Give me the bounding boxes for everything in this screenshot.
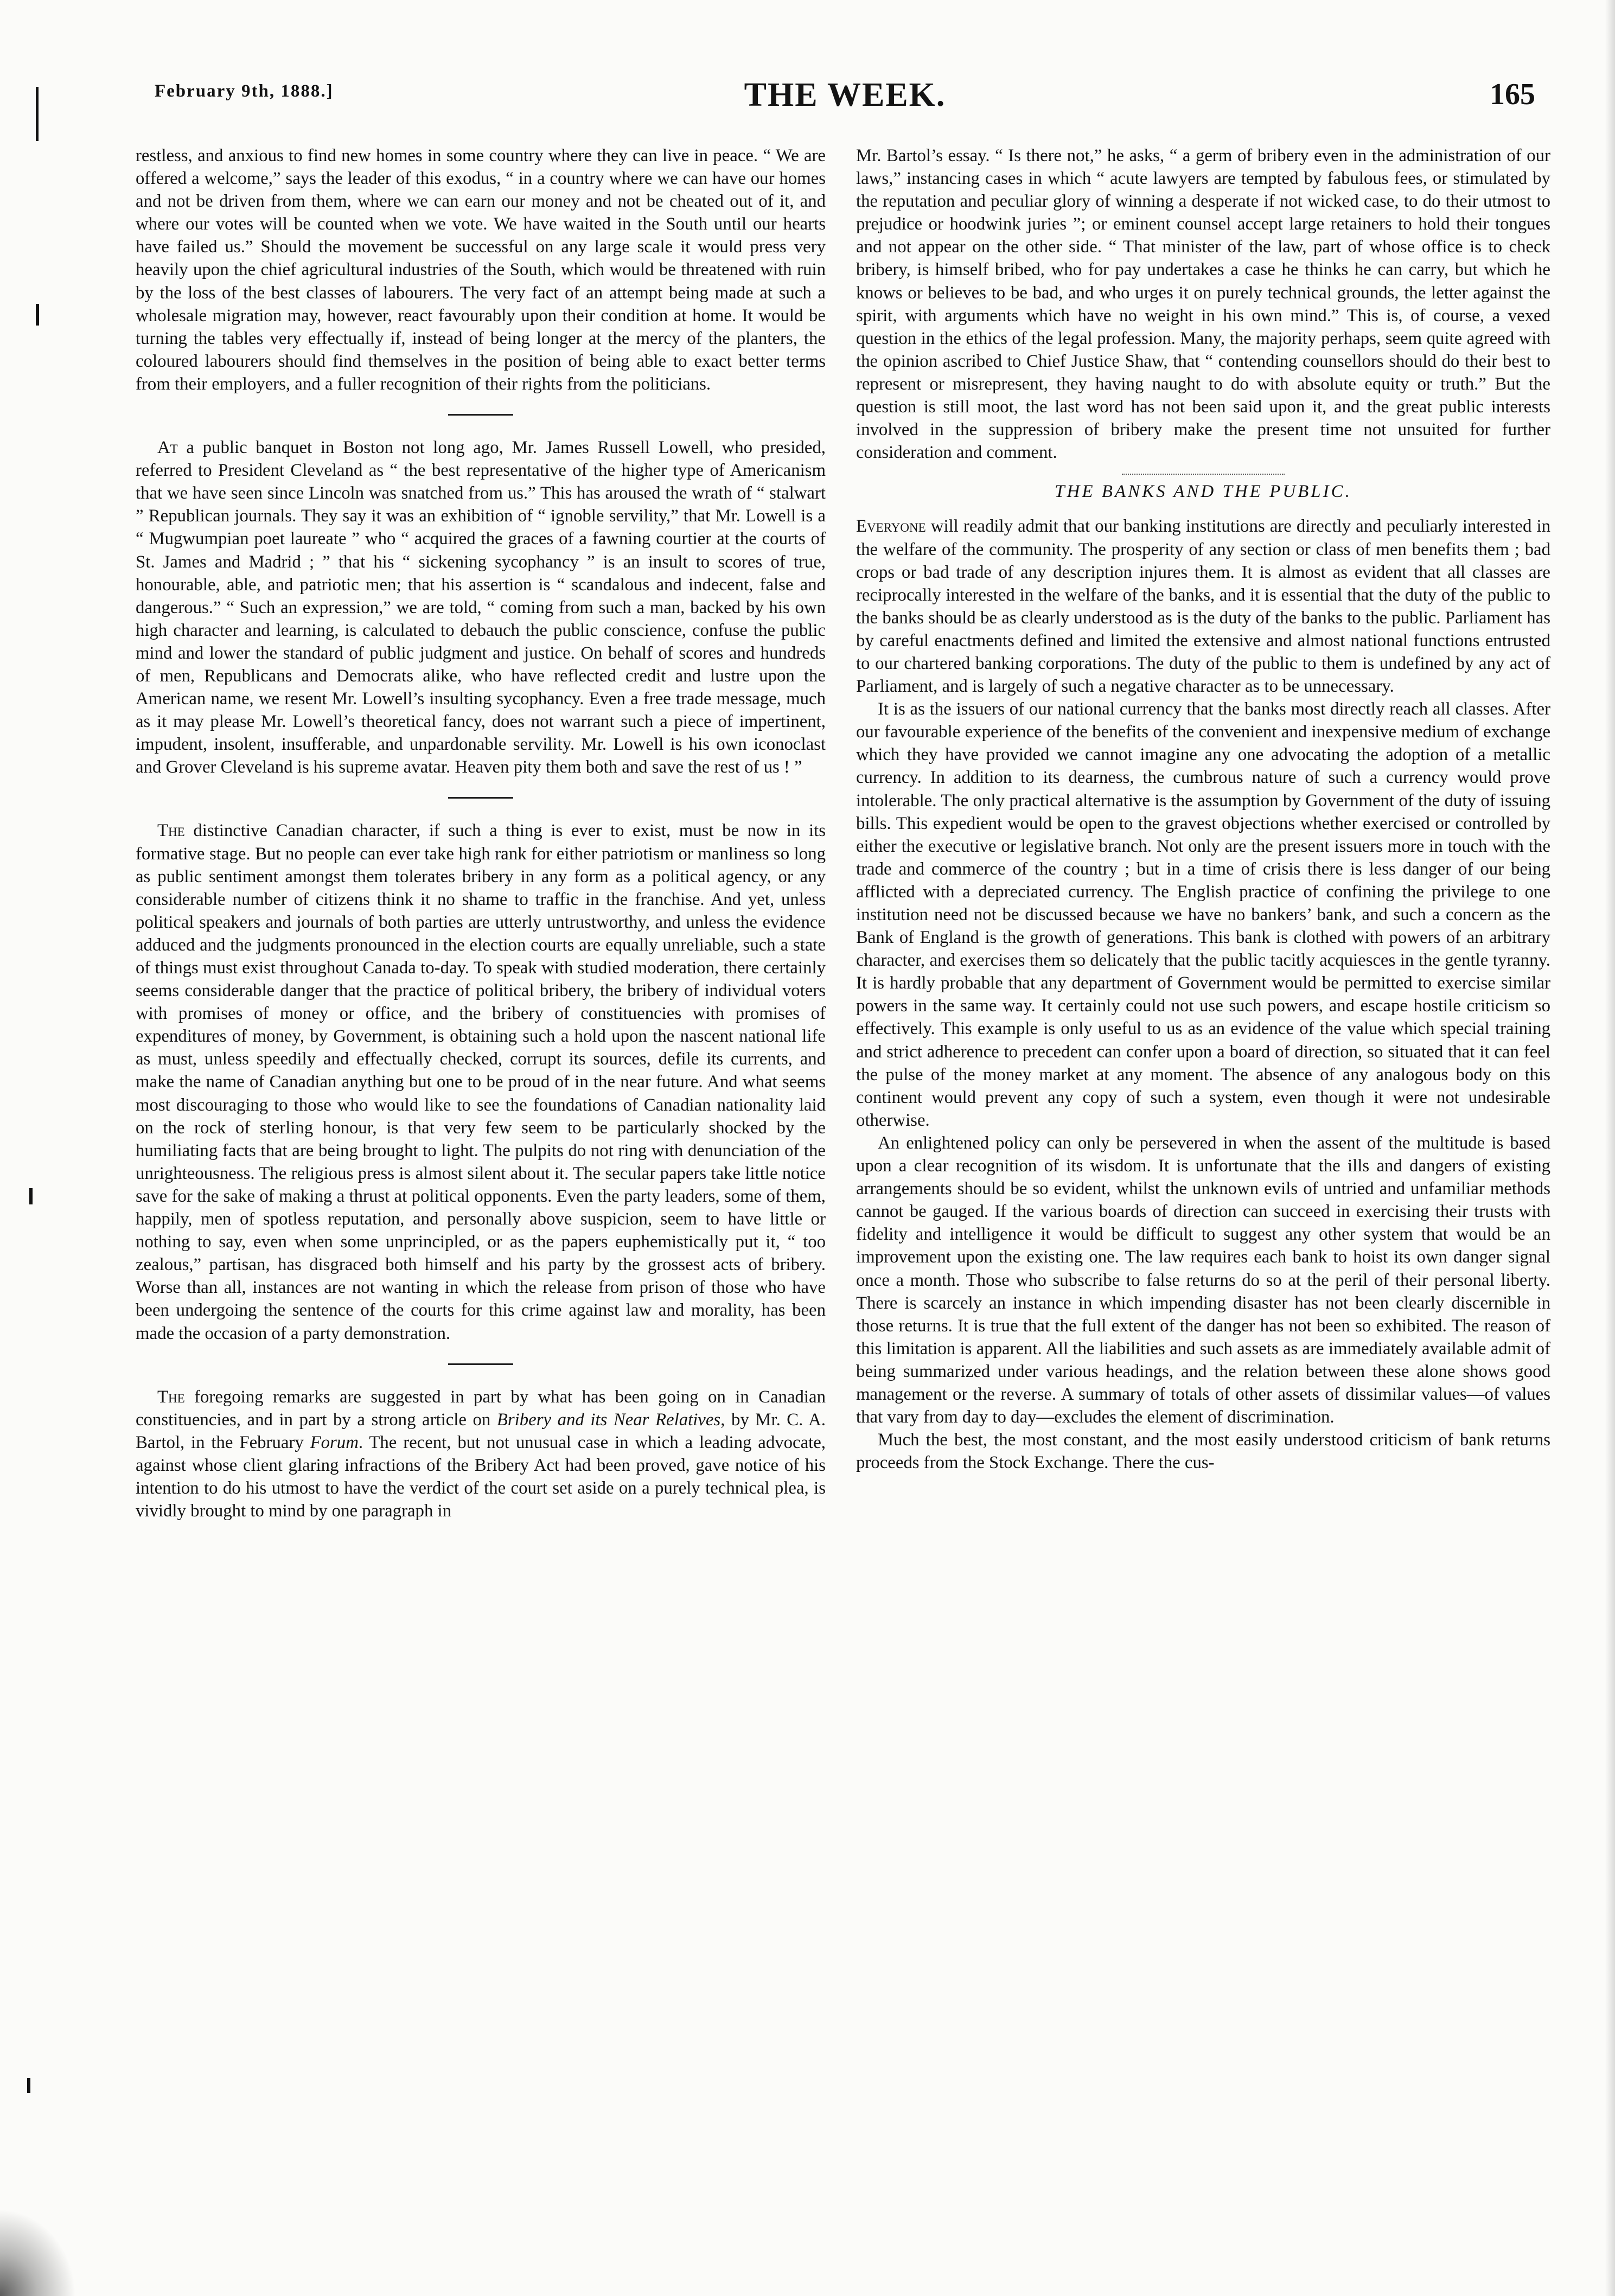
paragraph-lead: Everyone (856, 516, 926, 537)
paragraph-text: distinctive Canadian character, if such a thing is ever to exist, must be now in its formative stage. But no people can ever take high rank for either patriotism or manliness so long as public sentiment amongst them tolerates bribery in any form as a political agency, or any considerable number of citizens think it no shame to traffic in the franchise. And yet, unless political speakers and journals of both parties are utterly untrustworthy, and unless the evidence adduced and the judgments pronounced in the election courts are equally unreliable, such a state of things must exist throughout Canada to-day. To speak with studied moderation, there certainly seems considerable danger that the practice of political bribery, the bribery of individual voters with promises of money or office, and the bribery of constituencies with promises of expenditures of money, by Government, is obtaining such a hold upon the nascent national life as must, unless speedily and effectually checked, corrupt its sources, defile its currents, and make the name of Canadian anything but one to be proud of in the near future. And what seems most discouraging to those who would like to see the foundations of Canadian nationality laid on the rock of sterling honour, is that very few seem to be particularly shocked by the humiliating facts that are being brought to light. The pulpits do not ring with denunciation of the unrighteousness. The religious press is almost silent about it. The secular papers take little notice save for the sake of making a thrust at political opponents. Even the party leaders, some of them, happily, men of spotless reputation, and personally above suspicion, seem to have little or nothing to say, even when some unprincipled, or as the papers euphemistically put it, “ too zealous,” partisan, has disgraced both himself and his party by the grossest acts of bribery. Worse than all, instances are not wanting in which the release from prison of those who have been undergoing the sentence of the courts for this crime against law and morality, has been made the occasion of a party demonstration. (136, 821, 826, 1343)
article-title: Bribery and its Near Relatives (496, 1410, 721, 1430)
paragraph-text: , by Mr. C. A. Bartol, in the February (136, 1410, 826, 1452)
margin-mark (36, 304, 39, 326)
margin-mark (36, 87, 39, 141)
paragraph-text: will readily admit that our banking institutions are directly and peculiarly interested in the welfare of the community. The prosperity of any section or class of men benefits them ; bad crops or bad trade of any description injures them. It is almost as evident that all classes are reciprocally interested in the welfare of the banks, and it is essential that the duty of the public to the banks should be as clearly understood as is the duty of the banks to the public. Parliament has by careful enactments defined and limited the extensive and almost national functions entrusted to our chartered banking corporations. The duty of the public to them is undefined by any act of Parliament, and is largely of such a negative character as to be unnecessary. (856, 516, 1550, 697)
page-number: 165 (1490, 78, 1535, 111)
margin-mark (27, 2078, 30, 2093)
page-header (155, 76, 1535, 125)
paragraph-currency: It is as the issuers of our national currency that the banks most directly reach all classes. After our favourable experience of the benefits of the convenient and inexpensive medium of exchange which they have provided we cannot imagine any one advocating the adoption of a metallic currency. In addition to its dearness, the cumbrous nature of such a currency would prove intolerable. The only practical alternative is the assumption by Government of the duty of issuing bills. This expedient would be open to the gravest objections whether exercised or controlled by either the executive or legislative branch. Not only are the present issuers more in touch with the trade and commerce of the country ; but in a time of crisis there is less danger of our being afflicted with a depreciated currency. The English practice of confining the privilege to one institution need not be discussed because we have no bankers’ bank, and such a concern as the Bank of England is the growth of generations. This bank is clothed with powers of an arbitrary character, and exercises them so delicately that the public tacitly acquiesces in the gentle tyranny. It is hardly probable that any department of Government would be permitted to exercise similar powers in the same way. It certainly could not use such powers, and escape hostile criticism so effectively. This example is only useful to us as an evidence of the value which special training and strict adherence to precedent can confer upon a board of direction, so situated that it can feel the pulse of the money market at any moment. The absence of any analogous body on this continent would prevent any copy of such a system, even though it were not undesirable otherwise. (856, 699, 1550, 1130)
page-corner-shadow (0, 2209, 76, 2296)
paragraph-text: . The recent, but not unusual case in which a leading advocate, against whose client glaring infractions of the Bribery Act had been proved, gave notice of his intention to do his utmost to have the verdict of the court set aside on a purely technical plea, is vividly brought to mind by one paragraph in (136, 1432, 826, 1521)
paragraph-lead: At (157, 438, 178, 458)
paragraph-lead: The (157, 1387, 185, 1407)
magazine-title: Forum (310, 1432, 359, 1452)
paragraph-text: foregoing remarks are suggested in part by what has been going on in Canadian constituencies, and in part by a strong article on (136, 1387, 826, 1430)
paragraph-lowell-banquet (136, 436, 826, 779)
section-divider (448, 797, 513, 799)
section-divider (448, 1363, 513, 1365)
paragraph-canadian-character (136, 819, 826, 1344)
paragraph-lead: The (157, 821, 185, 841)
paragraph-bartol-article (136, 1386, 826, 1523)
paragraph-text: a public banquet in Boston not long ago, Mr. James Russell Lowell, who presided, referred to President Cleveland as “ the best representative of the higher type of Americanism that we have seen since Lincoln was snatched from us.” This has aroused the wrath of “ stalwart ” Republican journals. They say it was an exhibition of “ ignoble servility,” that Mr. Lowell is a “ Mugwumpian poet laureate ” who “ acquired the graces of a fawning courtier at the courts of St. James and Madrid ; ” that his “ sickening sycophancy ” is an insult to scores of true, honourable, able, and patriotic men; that his assertion is “ scandalous and indecent, false and dangerous.” “ Such an expression,” we are told, “ coming from such a man, backed by his own high character and learning, is calculated to debauch the public conscience, confuse the public mind and lower the standard of public judgment and justice. On behalf of scores and hundreds of men, Republicans and Democrats alike, who have reflected credit and lustre upon the American name, we resent Mr. Lowell’s insulting sycophancy. Even a free trade message, much as it may please Mr. Lowell’s theoretical fancy, does not warrant such a piece of impertinent, impudent, insolent, insufferable, and unpardonable servility. Mr. Lowell is his own iconoclast and Grover Cleveland is his supreme avatar. Heaven pity them both and save the rest of us ! ” (136, 438, 826, 777)
paragraph-bartol-essay: Mr. Bartol’s essay. “ Is there not,” he asks, “ a germ of bribery even in the administration of our laws,” instancing cases in which “ acute lawyers are tempted by fabulous fees, or stimulated by the reputation and peculiar glory of winning a desperate if not wicked case, to do their utmost to prejudice or hoodwink juries ”; or eminent counsel accept large retainers to hold their tongues and not appear on the other side. “ That minister of the law, part of whose office is to check bribery, is himself bribed, who for pay undertakes a case he thinks he can carry, but which he knows or believes to be bad, and who urges it on purely technical grounds, the letter against the spirit, with arguments which have no weight in his own mind.” This is, of course, a vexed question in the ethics of the legal profession. Many, the majority perhaps, seem quite agreed with the opinion ascribed to Chief Justice Shaw, that “ contending counsellors should do their best to represent or misrepresent, they having naught to do with absolute equity or truth.” But the question is still moot, the last word has not been said upon it, and the great public interests involved in the suppression of bribery make the present time not unsuited for further consideration and comment. (856, 146, 1550, 463)
page-edge-shadow (1605, 0, 1615, 2296)
left-column (136, 144, 826, 1522)
paragraph-exodus: restless, and anxious to find new homes in some country where they can live in peace. “ We are offered a welcome,” says the leader of this exodus, “ in a country where we can have our homes and not be driven from them, where we can earn our money and not be cheated out of it, and where our votes will be counted when we vote. We have waited in the South until our hearts have failed us.” Should the movement be successful on any large scale it would press very heavily upon the chief agricultural industries of the South, which would be threatened with ruin by the loss of the best classes of labourers. The very fact of an attempt being made at such a wholesale migration may, however, react favourably upon their condition at home. It would be turning the tables very effectually if, instead of being longer at the mercy of the planters, the coloured labourers should find themselves in the position of being able to exact better terms from their employers, and a fuller recognition of their rights from the politicians. (136, 146, 826, 394)
paragraph-policy: An enlightened policy can only be persevered in when the assent of the multitude is based upon a clear recognition of its wisdom. It is unfortunate that the ills and dangers of existing arrangements should be so evident, whilst the unknown evils of untried and unfamiliar methods cannot be gauged. If the various boards of direction can succeed in exercising their trusts with fidelity and intelligence it would be difficult to suggest any other system that would be an improvement upon the existing one. The law requires each bank to hoist its own danger signal once a month. Those who subscribe to false returns do so at the peril of their personal liberty. There is scarcely an instance in which impending disaster has not been clearly discernible in those returns. It is true that the full extent of the danger has not been so exhibited. The reason of this limitation is apparent. All the liabilities and such assets as are immediately available admit of being summarized under various headings, and the relation between these alone shows good management or the reverse. A summary of totals of other assets of dissimilar values—of values that vary from day to day—excludes the element of discrimination. (856, 1133, 1550, 1427)
section-heading: THE BANKS AND THE PUBLIC. (1055, 482, 1352, 502)
margin-mark (29, 1188, 33, 1204)
paragraph-banks-intro (856, 515, 1550, 698)
paragraph-stock-exchange: Much the best, the most constant, and the most easily understood criticism of bank returns proceeds from the Stock Exchange. There the cus- (856, 1430, 1550, 1473)
right-column (856, 144, 1550, 1474)
publication-title: THE WEEK. (744, 76, 946, 113)
section-divider (448, 414, 513, 416)
section-divider (1122, 474, 1285, 475)
issue-date: February 9th, 1888.] (155, 81, 334, 101)
